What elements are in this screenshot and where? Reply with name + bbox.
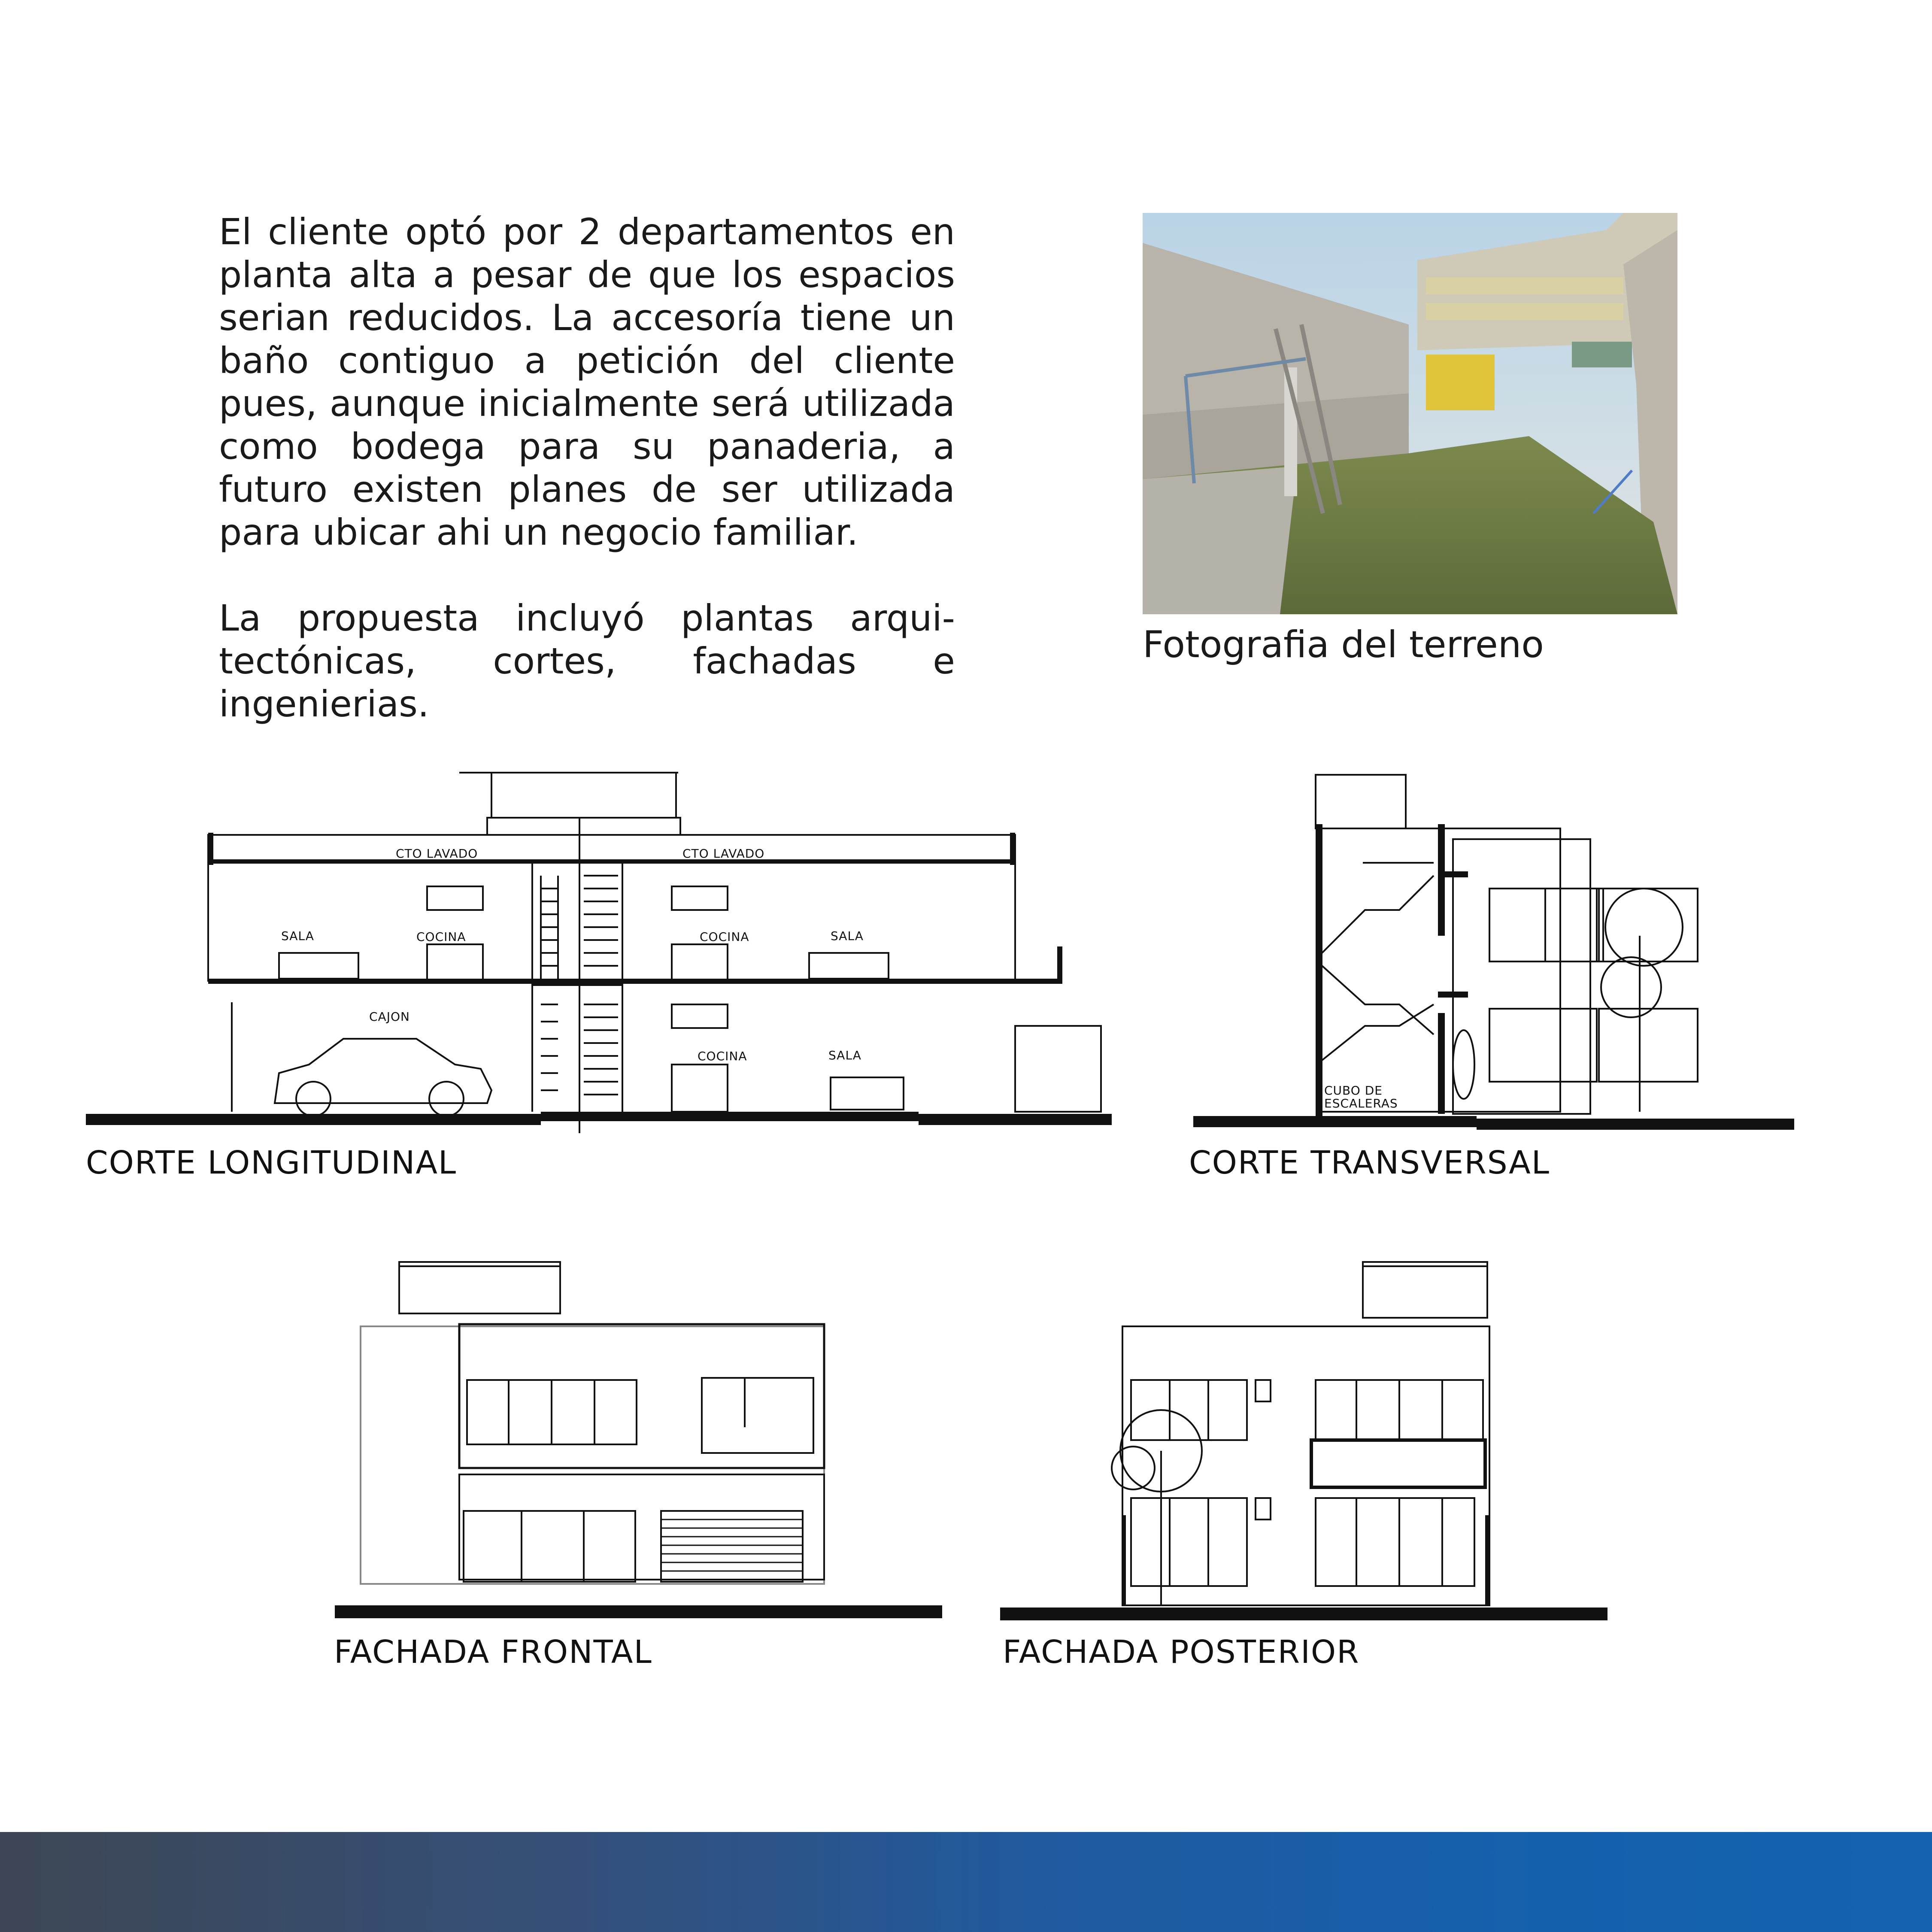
label-cocina-1: COCINA: [416, 930, 466, 944]
fachada-posterior-drawing: [1000, 1258, 1618, 1627]
corte-longitudinal-drawing: [86, 764, 1150, 1133]
fachada-posterior-title: FACHADA POSTERIOR: [1003, 1634, 1360, 1671]
intro-paragraph-1: El cliente optó por 2 departamentos en planta alta a pesar de que los espacios serian reducidos. La accesoría tiene un baño contiguo a petición del cliente pues, aunque inicialmente será utilizada como bodega para su panaderia, a futuro existen planes de ser utilizada para ubicar ahi un negocio familiar.: [219, 211, 955, 553]
photo-caption: Fotografia del terreno: [1143, 623, 1544, 666]
label-escaleras: ESCALERAS: [1324, 1096, 1398, 1110]
label-cocina-3: COCINA: [698, 1049, 747, 1063]
corte-longitudinal-title: CORTE LONGITUDINAL: [86, 1144, 457, 1181]
label-sala-2: SALA: [831, 929, 864, 943]
site-photo: [1143, 213, 1677, 614]
label-cubo-de: CUBO DE: [1324, 1083, 1383, 1098]
label-cto-lavado-1: CTO LAVADO: [396, 846, 478, 861]
fachada-frontal-title: FACHADA FRONTAL: [334, 1634, 652, 1671]
footer-band: [0, 1832, 1932, 1932]
label-cto-lavado-2: CTO LAVADO: [682, 846, 765, 861]
intro-text-block: [219, 210, 955, 725]
label-cocina-2: COCINA: [700, 930, 749, 944]
fachada-frontal-drawing: [335, 1258, 953, 1627]
site-photo-image: [1143, 213, 1677, 614]
label-sala-3: SALA: [828, 1048, 861, 1062]
intro-paragraph-2: La propuesta incluyó plantas arqui-tectónicas, cortes, fachadas e ingenierias.: [219, 597, 955, 725]
label-sala-1: SALA: [281, 929, 314, 943]
corte-transversal-drawing: [1193, 764, 1803, 1133]
corte-transversal-title: CORTE TRANSVERSAL: [1189, 1144, 1550, 1181]
label-cajon: CAJON: [369, 1010, 410, 1024]
